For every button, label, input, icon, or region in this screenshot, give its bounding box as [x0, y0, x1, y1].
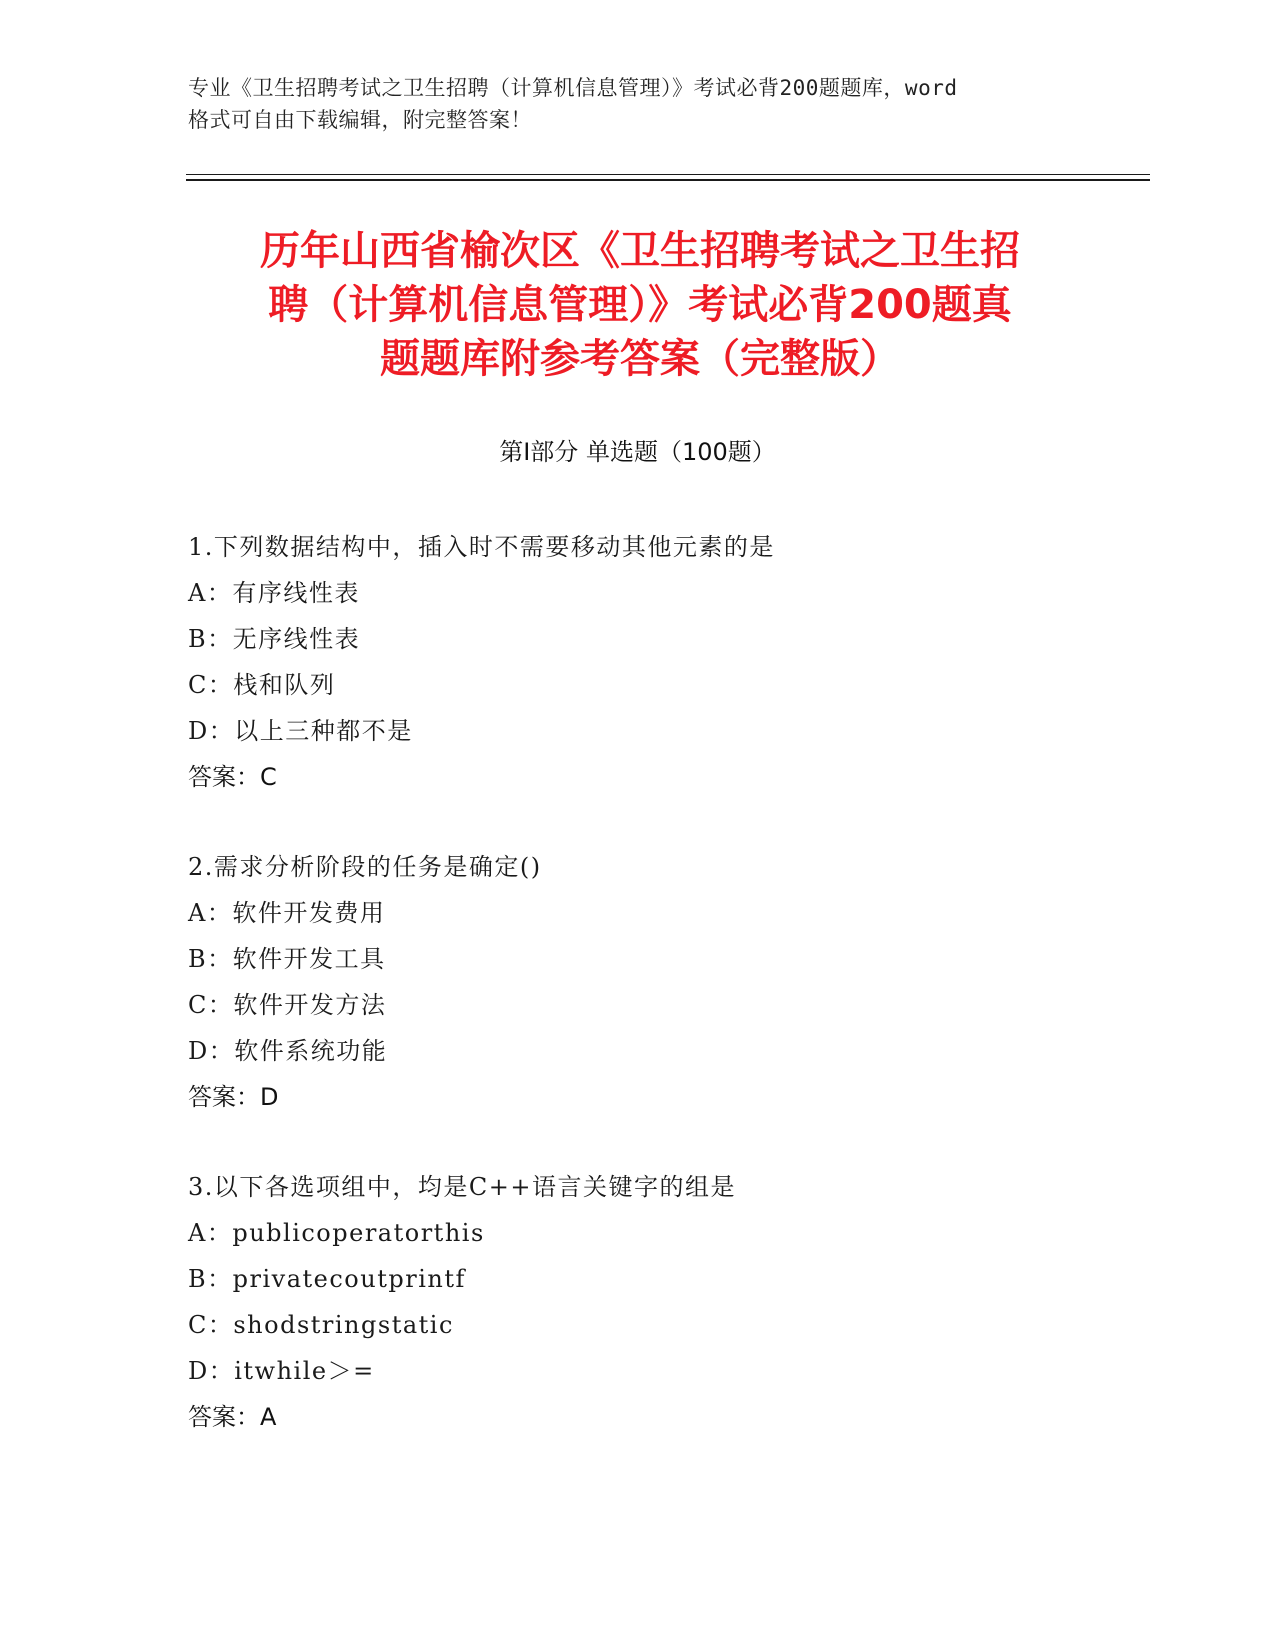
document-title	[190, 224, 1090, 386]
question-stem: 2.需求分析阶段的任务是确定()	[188, 853, 542, 881]
answer: 答案：A	[188, 1403, 277, 1431]
question-list	[188, 524, 1148, 1484]
question-1	[188, 524, 1148, 800]
question-stem: 1.下列数据结构中，插入时不需要移动其他元素的是	[188, 533, 775, 561]
option-c: C：软件开发方法	[188, 991, 387, 1019]
section-title: 第Ⅰ部分 单选题（100题）	[499, 438, 776, 466]
header-note-line-2: 格式可自由下载编辑，附完整答案！	[188, 108, 532, 132]
title-line-2: 聘（计算机信息管理）》考试必背200题真	[268, 282, 1012, 328]
option-b: B：privatecoutprintf	[188, 1265, 466, 1293]
question-2	[188, 844, 1148, 1120]
title-line-1: 历年山西省榆次区《卫生招聘考试之卫生招	[260, 228, 1020, 274]
option-b: B：无序线性表	[188, 625, 361, 653]
title-line-3: 题题库附参考答案（完整版）	[380, 336, 900, 382]
option-c: C：栈和队列	[188, 671, 336, 699]
header-divider-thin	[186, 174, 1150, 175]
header-note-line-1: 专业《卫生招聘考试之卫生招聘（计算机信息管理）》考试必背200题题库，word	[188, 76, 958, 100]
option-d: D：软件系统功能	[188, 1037, 388, 1065]
option-d: D：以上三种都不是	[188, 717, 413, 745]
question-stem: 3.以下各选项组中，均是C++语言关键字的组是	[188, 1173, 736, 1201]
option-b: B：软件开发工具	[188, 945, 386, 973]
header-note	[188, 72, 1088, 136]
question-3	[188, 1164, 1148, 1440]
option-c: C：shodstringstatic	[188, 1311, 454, 1339]
option-d: D：itwhile＞=	[188, 1357, 375, 1385]
answer: 答案：C	[188, 763, 277, 791]
answer: 答案：D	[188, 1083, 279, 1111]
option-a: A：软件开发费用	[188, 899, 386, 927]
option-a: A：publicoperatorthis	[188, 1219, 485, 1247]
header-divider-thick	[186, 179, 1150, 181]
option-a: A：有序线性表	[188, 579, 360, 607]
